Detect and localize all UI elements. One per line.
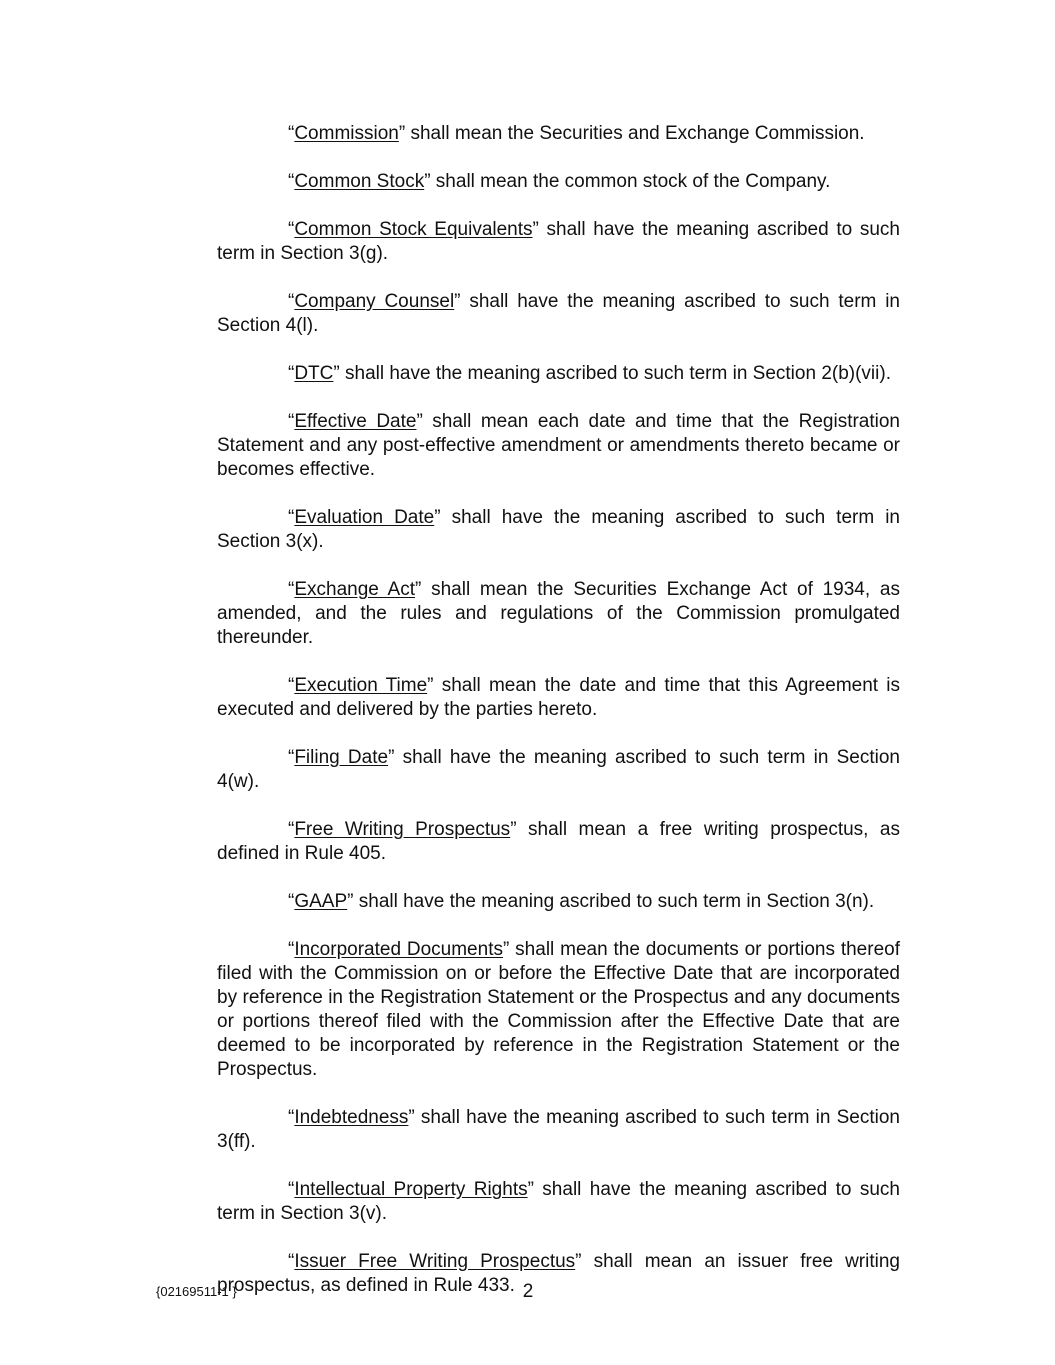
close-quote: ”: [532, 219, 539, 240]
definition-text: shall mean the date and time that this Agreement is executed and delivered by the parties hereto.: [217, 675, 900, 720]
definition-text: shall have the meaning ascribed to such term in Section 3(v).: [217, 1179, 900, 1224]
open-quote: “: [288, 1251, 295, 1272]
close-quote: ”: [388, 747, 395, 768]
open-quote: “: [288, 411, 295, 432]
close-quote: ”: [454, 291, 461, 312]
defined-term: Free Writing Prospectus: [294, 819, 511, 840]
defined-term: Filing Date: [294, 747, 389, 768]
definition-text: shall have the meaning ascribed to such term in Section 3(g).: [217, 219, 900, 264]
close-quote: ”: [424, 171, 431, 192]
defined-term: GAAP: [294, 891, 348, 912]
close-quote: ”: [398, 123, 406, 144]
close-quote: ”: [427, 675, 434, 696]
defined-term: Commission: [294, 123, 399, 144]
open-quote: “: [288, 675, 295, 696]
definition-free-writing-prospectus: [217, 818, 900, 866]
definition-incorporated-documents: [217, 938, 900, 1082]
footer-document-code: {02169511-1 }: [156, 1284, 237, 1299]
defined-term: Incorporated Documents: [294, 939, 503, 960]
definitions-body: [217, 122, 900, 1322]
open-quote: “: [288, 819, 295, 840]
defined-term: Indebtedness: [294, 1107, 409, 1128]
definition-indebtedness: [217, 1106, 900, 1154]
defined-term: Effective Date: [294, 411, 417, 432]
defined-term: Common Stock: [294, 171, 425, 192]
open-quote: “: [288, 1107, 295, 1128]
close-quote: ”: [434, 507, 441, 528]
close-quote: ”: [510, 819, 517, 840]
close-quote: ”: [527, 1179, 534, 1200]
open-quote: “: [288, 507, 295, 528]
definition-filing-date: [217, 746, 900, 794]
definition-issuer-free-writing-prospectus: [217, 1250, 900, 1298]
open-quote: “: [288, 939, 295, 960]
definition-text: shall mean the documents or portions thereof filed with the Commission on or before the Effective Date that are incorporated by reference in the Registration Statement or the Prospectus and any documents or portions thereof filed with the Commission after the Effective Date that are deemed to be incorporated by reference in the Registration Statement or the Prospectus.: [217, 939, 900, 1080]
definition-text: shall mean the common stock of the Company.: [430, 171, 831, 192]
open-quote: “: [288, 219, 295, 240]
open-quote: “: [288, 171, 295, 192]
page-number: 2: [522, 1281, 534, 1302]
close-quote: ”: [347, 891, 354, 912]
definition-text: shall have the meaning ascribed to such term in Section 2(b)(vii).: [339, 363, 891, 384]
open-quote: “: [288, 123, 295, 144]
definition-text: shall mean an issuer free writing prospectus, as defined in Rule 433.: [217, 1251, 900, 1296]
definition-text: shall mean the Securities Exchange Act of 1934, as amended, and the rules and regulations of the Commission promulgated thereunder.: [217, 579, 900, 648]
close-quote: ”: [408, 1107, 415, 1128]
defined-term: DTC: [294, 363, 334, 384]
close-quote: ”: [502, 939, 510, 960]
defined-term: Evaluation Date: [294, 507, 435, 528]
open-quote: “: [288, 291, 295, 312]
defined-term: Exchange Act: [294, 579, 415, 600]
definition-execution-time: [217, 674, 900, 722]
close-quote: ”: [415, 579, 422, 600]
open-quote: “: [288, 1179, 295, 1200]
definition-text: shall mean a free writing prospectus, as defined in Rule 405.: [217, 819, 900, 864]
definition-text: shall have the meaning ascribed to such term in Section 3(x).: [217, 507, 900, 552]
definition-common-stock: [217, 170, 900, 194]
definition-common-stock-equivalents: [217, 218, 900, 266]
defined-term: Company Counsel: [294, 291, 455, 312]
open-quote: “: [288, 891, 295, 912]
definition-text: shall have the meaning ascribed to such term in Section 3(n).: [353, 891, 875, 912]
open-quote: “: [288, 363, 295, 384]
definition-company-counsel: [217, 290, 900, 338]
definition-commission: [217, 122, 900, 146]
defined-term: Common Stock Equivalents: [294, 219, 533, 240]
close-quote: ”: [575, 1251, 582, 1272]
close-quote: ”: [333, 363, 340, 384]
definition-effective-date: [217, 410, 900, 482]
definition-exchange-act: [217, 578, 900, 650]
defined-term: Execution Time: [294, 675, 428, 696]
definition-gaap: [217, 890, 900, 914]
definition-text: shall have the meaning ascribed to such term in Section 3(ff).: [217, 1107, 900, 1152]
defined-term: Intellectual Property Rights: [294, 1179, 528, 1200]
close-quote: ”: [416, 411, 423, 432]
definition-intellectual-property-rights: [217, 1178, 900, 1226]
definition-evaluation-date: [217, 506, 900, 554]
definition-dtc: [217, 362, 900, 386]
open-quote: “: [288, 579, 295, 600]
definition-text: shall mean each date and time that the Registration Statement and any post-effective amendment or amendments thereto became or becomes effective.: [217, 411, 900, 480]
definition-text: shall have the meaning ascribed to such term in Section 4(w).: [217, 747, 900, 792]
defined-term: Issuer Free Writing Prospectus: [294, 1251, 576, 1272]
definition-text: shall mean the Securities and Exchange Commission.: [405, 123, 865, 144]
definition-text: shall have the meaning ascribed to such term in Section 4(l).: [217, 291, 900, 336]
open-quote: “: [288, 747, 295, 768]
